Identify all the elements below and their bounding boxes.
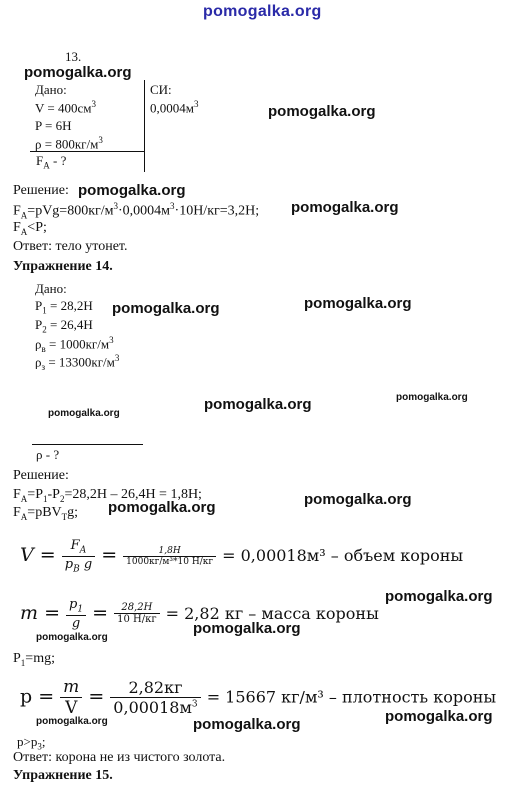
formula-volume: V = $\frac{F_A}{p_B g}$ = $\frac{1,8Н}{\text{1000кг/м³*10 Н/кг}}$ = 0,00018м³ – объем короны xyxy=(20,538,464,575)
watermark: pomogalka.org xyxy=(291,199,399,216)
watermark: pomogalka.org xyxy=(385,708,493,725)
given-rho-water: $\rho_в = 1000кг/м^3$ xyxy=(35,335,114,354)
watermark: pomogalka.org xyxy=(78,182,186,199)
given-si-divider xyxy=(144,80,145,172)
given-p1: $P_1 = 28,2Н$ xyxy=(35,298,93,316)
answer: Ответ: тело утонет. xyxy=(13,239,128,254)
solution-label: Решение: xyxy=(13,468,69,483)
answer: Ответ: корона не из чистого золота. xyxy=(13,750,226,765)
watermark: pomogalka.org xyxy=(204,396,312,413)
problem-number: 13. xyxy=(65,49,82,64)
solution-label: Решение: xyxy=(13,183,69,198)
watermark: pomogalka.org xyxy=(193,716,301,733)
given-underline xyxy=(30,151,144,152)
given-rho-gold: $\rho_з = 13300кг/м^3$ xyxy=(35,353,120,372)
solution-line-2: $F_A<P$; xyxy=(13,220,47,237)
watermark: pomogalka.org xyxy=(108,499,216,516)
unknown-density: ρ - ? xyxy=(36,447,60,462)
watermark: pomogalka.org xyxy=(36,632,108,643)
given-weight: P = 6Н xyxy=(35,118,72,133)
watermark: pomogalka.org xyxy=(385,588,493,605)
given-label: Дано: xyxy=(35,82,67,97)
exercise-14-heading: Упражнение 14. xyxy=(13,259,113,274)
watermark: pomogalka.org xyxy=(193,620,301,637)
solution-line-2: $F_A=pBV_Tg$; xyxy=(13,505,79,522)
compare-line: $p>p_3$; xyxy=(17,734,46,752)
exercise-15-heading: Упражнение 15. xyxy=(13,768,113,783)
solution-line-1: $F_A=P_1-P_2=28,2Н - 26,4Н = 1,8Н$; xyxy=(13,487,202,504)
site-header-link[interactable]: pomogalka.org xyxy=(203,3,322,20)
watermark: pomogalka.org xyxy=(112,300,220,317)
watermark: pomogalka.org xyxy=(268,103,376,120)
solution-line-1: $F_A=pVg=800кг/м^3\cdot 0,0004м^3\cdot 10Н/кг=3,2Н$; xyxy=(13,201,260,221)
watermark: pomogalka.org xyxy=(396,392,468,403)
formula-mass: m = $\frac{p_1}{g}$ = $\frac{28,2Н}{10 Н/кг}$ = 2,82 кг – масса короны xyxy=(20,597,379,631)
si-label: СИ: xyxy=(150,82,172,97)
given-underline xyxy=(32,444,143,445)
given-density: $\rho = 800кг/м^3$ xyxy=(35,135,103,152)
watermark: pomogalka.org xyxy=(48,408,120,419)
unknown-force: $F_A$ - ? xyxy=(36,153,67,171)
given-label: Дано: xyxy=(35,281,67,296)
si-volume: $0,0004м^3$ xyxy=(150,99,199,116)
watermark: pomogalka.org xyxy=(24,64,132,81)
given-volume: $V = 400см^3$ xyxy=(35,99,96,116)
watermark: pomogalka.org xyxy=(304,295,412,312)
formula-density: p = $\frac{m}{V}$ = $\frac{2,82кг}{0,00018м^3}$ = 15667 кг/м³ – плотность короны xyxy=(20,677,497,718)
watermark: pomogalka.org xyxy=(304,491,412,508)
p1-mg-line: $P_1=mg$; xyxy=(13,651,55,668)
given-p2: $P_2 = 26,4Н$ xyxy=(35,317,93,335)
watermark: pomogalka.org xyxy=(36,716,108,727)
